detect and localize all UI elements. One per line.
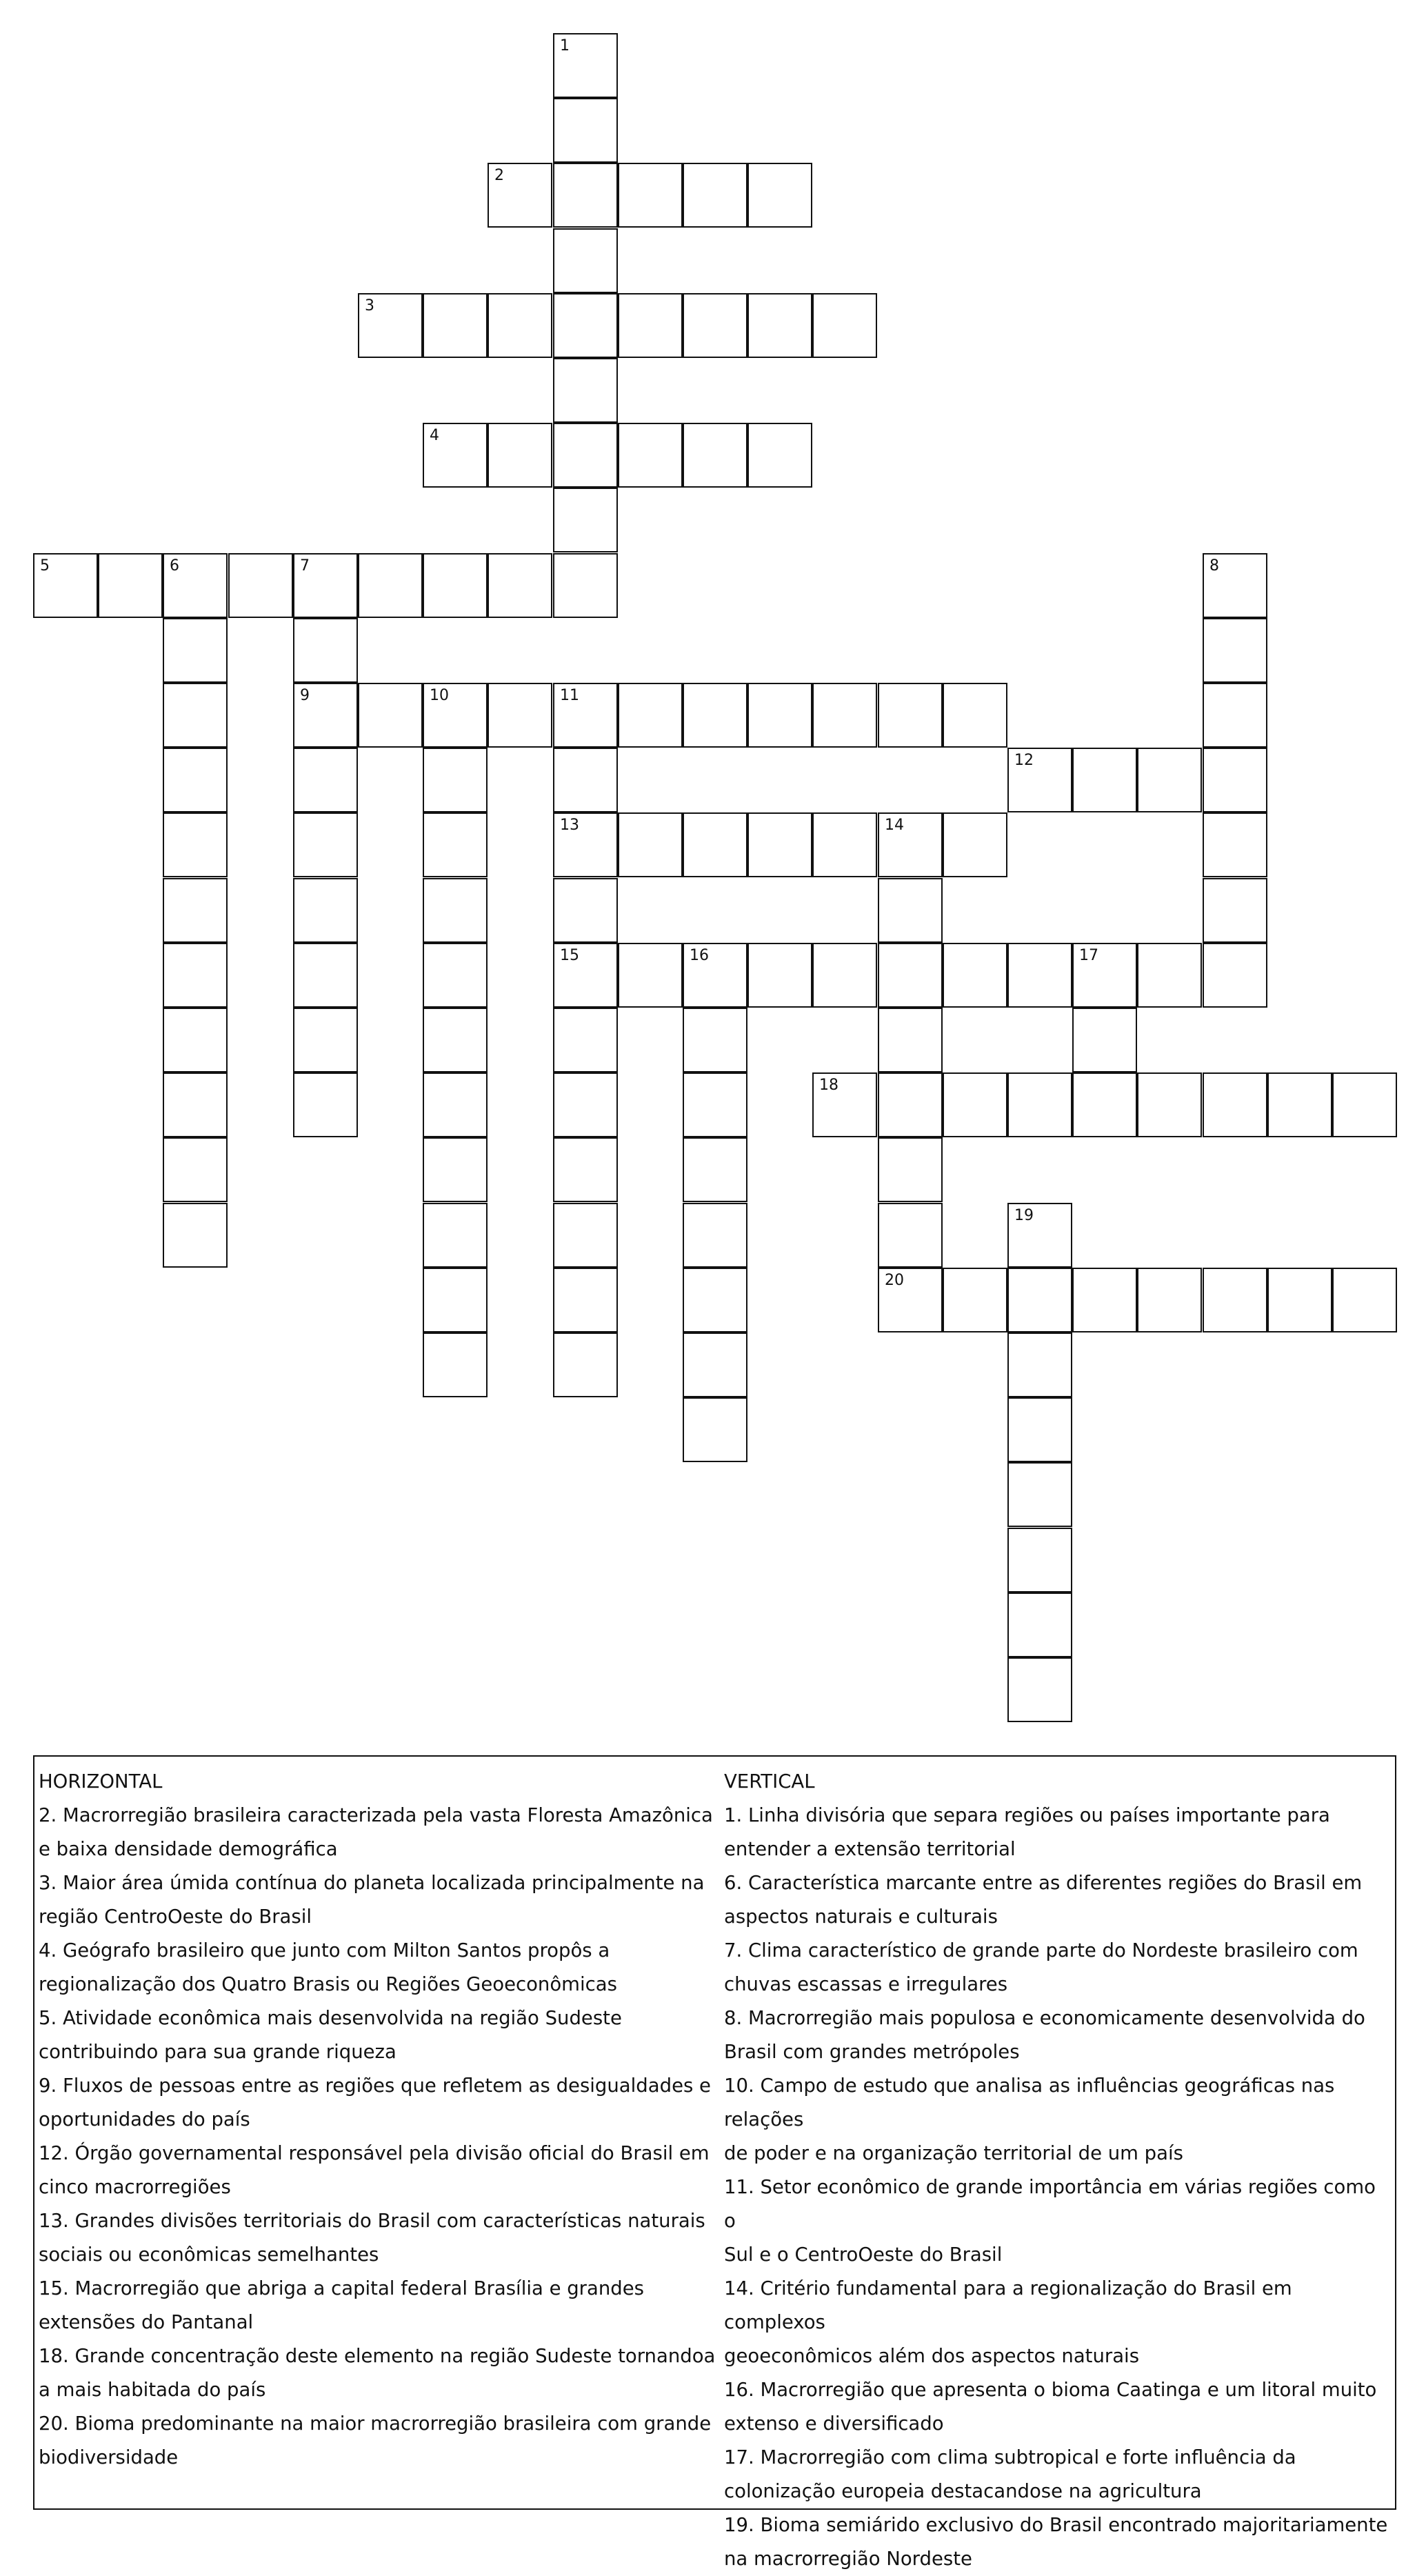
crossword-cell[interactable] xyxy=(1007,1332,1072,1397)
crossword-cell[interactable] xyxy=(683,1137,747,1202)
crossword-cell[interactable] xyxy=(423,293,488,358)
crossword-cell[interactable] xyxy=(747,293,812,358)
crossword-cell[interactable] xyxy=(747,943,812,1008)
crossword-cell[interactable] xyxy=(618,943,683,1008)
clue-number: 15 xyxy=(560,947,579,964)
clue-line: 6. Característica marcante entre as diferentes regiões do Brasil em xyxy=(724,1872,1363,1894)
crossword-cell[interactable] xyxy=(293,812,358,877)
crossword-cell[interactable] xyxy=(683,293,747,358)
crossword-cell[interactable] xyxy=(618,683,683,748)
crossword-cell[interactable] xyxy=(423,1008,488,1072)
clue-line: 12. Órgão governamental responsável pela divisão oficial do Brasil em xyxy=(39,2142,710,2164)
crossword-cell[interactable] xyxy=(163,1008,228,1072)
clue-line: colonização europeia destacandose na agricultura xyxy=(724,2480,1202,2502)
clue-line: extensões do Pantanal xyxy=(39,2311,254,2333)
crossword-cell[interactable] xyxy=(228,553,293,618)
clue-line: aspectos naturais e culturais xyxy=(724,1906,998,1928)
clue-line: chuvas escassas e irregulares xyxy=(724,1973,1008,1995)
clue-number: 18 xyxy=(819,1077,838,1094)
clue-line: de poder e na organização territorial de um país xyxy=(724,2142,1183,2164)
clue-line: sociais ou econômicas semelhantes xyxy=(39,2244,379,2266)
clue-line: 10. Campo de estudo que analisa as influências geográficas nas relações xyxy=(724,2075,1335,2130)
clue-number: 8 xyxy=(1209,557,1219,575)
crossword-cell[interactable] xyxy=(943,943,1007,1008)
crossword-cell[interactable] xyxy=(1137,1072,1202,1137)
crossword-cell[interactable] xyxy=(293,683,358,748)
crossword-cell[interactable] xyxy=(747,812,812,877)
clue-line: região CentroOeste do Brasil xyxy=(39,1906,312,1928)
crossword-cell[interactable] xyxy=(553,683,618,748)
crossword-cell[interactable] xyxy=(553,423,618,488)
clue-line: 18. Grande concentração deste elemento na região Sudeste tornandoa xyxy=(39,2345,716,2367)
clue-number: 20 xyxy=(885,1272,904,1289)
crossword-cell[interactable] xyxy=(488,553,552,618)
clue-line: 16. Macrorregião que apresenta o bioma Caatinga e um litoral muito xyxy=(724,2379,1377,2401)
crossword-cell[interactable] xyxy=(553,488,618,552)
crossword-cell[interactable] xyxy=(293,1072,358,1137)
clue-line: 4. Geógrafo brasileiro que junto com Milton Santos propôs a xyxy=(39,1939,610,1961)
clue-line: 2. Macrorregião brasileira caracterizada pela vasta Floresta Amazônica xyxy=(39,1804,713,1826)
crossword-cell[interactable] xyxy=(1072,748,1137,812)
crossword-cell[interactable] xyxy=(1007,1072,1072,1137)
crossword-cell[interactable] xyxy=(618,812,683,877)
crossword-cell[interactable] xyxy=(878,812,943,877)
crossword-cell[interactable] xyxy=(553,878,618,943)
crossword-cell[interactable] xyxy=(163,683,228,748)
crossword-cell[interactable] xyxy=(293,618,358,683)
crossword-cell[interactable] xyxy=(33,553,98,618)
crossword-cell[interactable] xyxy=(553,1332,618,1397)
crossword-cell[interactable] xyxy=(423,1332,488,1397)
crossword-cell[interactable] xyxy=(423,1203,488,1268)
clue-number: 14 xyxy=(885,817,904,834)
clue-number: 10 xyxy=(430,687,449,704)
crossword-cell[interactable] xyxy=(1203,553,1267,618)
clue-number: 1 xyxy=(560,37,570,54)
crossword-cell[interactable] xyxy=(488,293,552,358)
crossword-cell[interactable] xyxy=(683,683,747,748)
clue-line: 3. Maior área úmida contínua do planeta localizada principalmente na xyxy=(39,1872,705,1894)
crossword-cell[interactable] xyxy=(878,1203,943,1268)
clue-line: 7. Clima característico de grande parte do Nordeste brasileiro com xyxy=(724,1939,1358,1961)
clue-line: e baixa densidade demográfica xyxy=(39,1838,338,1860)
clue-line: 20. Bioma predominante na maior macrorregião brasileira com grande xyxy=(39,2413,712,2435)
crossword-cell[interactable] xyxy=(553,358,618,423)
crossword-cell[interactable] xyxy=(423,943,488,1008)
clue-line: biodiversidade xyxy=(39,2446,179,2468)
crossword-cell[interactable] xyxy=(812,683,877,748)
clue-number: 6 xyxy=(170,557,179,575)
vertical-clues xyxy=(724,1765,1393,2576)
clue-line: cinco macrorregiões xyxy=(39,2176,231,2198)
crossword-cell[interactable] xyxy=(163,812,228,877)
crossword-cell[interactable] xyxy=(553,1008,618,1072)
clue-line: 17. Macrorregião com clima subtropical e forte influência da xyxy=(724,2446,1296,2468)
crossword-cell[interactable] xyxy=(747,163,812,228)
clue-line: 14. Critério fundamental para a regionalização do Brasil em complexos xyxy=(724,2277,1292,2333)
crossword-cell[interactable] xyxy=(812,1072,877,1137)
crossword-cell[interactable] xyxy=(163,618,228,683)
crossword-cell[interactable] xyxy=(683,163,747,228)
clue-number: 5 xyxy=(40,557,50,575)
crossword-cell[interactable] xyxy=(1007,1203,1072,1268)
crossword-cell[interactable] xyxy=(1072,1072,1137,1137)
crossword-cell[interactable] xyxy=(1203,618,1267,683)
crossword-cell[interactable] xyxy=(423,1268,488,1332)
clue-number: 19 xyxy=(1014,1207,1034,1224)
clue-number: 12 xyxy=(1014,752,1034,769)
crossword-cell[interactable] xyxy=(293,1008,358,1072)
crossword-cell[interactable] xyxy=(618,293,683,358)
crossword-cell[interactable] xyxy=(163,553,228,618)
crossword-cell[interactable] xyxy=(488,683,552,748)
crossword-cell[interactable] xyxy=(163,1203,228,1268)
clue-line: Sul e o CentroOeste do Brasil xyxy=(724,2244,1003,2266)
crossword-cell[interactable] xyxy=(1267,1072,1332,1137)
clue-number: 13 xyxy=(560,817,579,834)
clue-line: oportunidades do país xyxy=(39,2108,250,2130)
clue-line: na macrorregião Nordeste xyxy=(724,2548,972,2570)
crossword-cell[interactable] xyxy=(423,878,488,943)
clue-line: 8. Macrorregião mais populosa e economicamente desenvolvida do xyxy=(724,2007,1365,2029)
crossword-cell[interactable] xyxy=(683,943,747,1008)
crossword-cell[interactable] xyxy=(553,1137,618,1202)
clue-line: contribuindo para sua grande riqueza xyxy=(39,2041,396,2063)
clue-number: 11 xyxy=(560,687,579,704)
horizontal-title: HORIZONTAL xyxy=(39,1770,163,1793)
crossword-cell[interactable] xyxy=(1203,1268,1267,1332)
crossword-cell[interactable] xyxy=(878,1008,943,1072)
crossword-cell[interactable] xyxy=(163,1137,228,1202)
crossword-cell[interactable] xyxy=(1203,812,1267,877)
clue-number: 17 xyxy=(1079,947,1098,964)
crossword-cell[interactable] xyxy=(163,748,228,812)
crossword-cell[interactable] xyxy=(683,1008,747,1072)
clue-line: 9. Fluxos de pessoas entre as regiões que refletem as desigualdades e xyxy=(39,2075,711,2097)
crossword-cell[interactable] xyxy=(1137,748,1202,812)
crossword-cell[interactable] xyxy=(683,423,747,488)
crossword-cell[interactable] xyxy=(293,553,358,618)
crossword-cell[interactable] xyxy=(943,1268,1007,1332)
crossword-cell[interactable] xyxy=(618,163,683,228)
crossword-cell[interactable] xyxy=(293,748,358,812)
crossword-cell[interactable] xyxy=(553,1268,618,1332)
crossword-cell[interactable] xyxy=(1203,683,1267,748)
clue-line: extenso e diversificado xyxy=(724,2413,944,2435)
crossword-cell[interactable] xyxy=(1072,1008,1137,1072)
crossword-cell[interactable] xyxy=(553,1072,618,1137)
crossword-cell[interactable] xyxy=(1267,1268,1332,1332)
clue-box xyxy=(33,1755,1396,2570)
horizontal-clues xyxy=(39,1765,721,2475)
crossword-cell[interactable] xyxy=(1007,943,1072,1008)
crossword-cell[interactable] xyxy=(1007,1528,1072,1592)
clue-line: 13. Grandes divisões territoriais do Brasil com características naturais xyxy=(39,2210,705,2232)
clue-line: 1. Linha divisória que separa regiões ou países importante para xyxy=(724,1804,1330,1826)
crossword-cell[interactable] xyxy=(943,812,1007,877)
crossword-cell[interactable] xyxy=(1203,748,1267,812)
crossword-cell[interactable] xyxy=(1332,1268,1397,1332)
clue-line: entender a extensão territorial xyxy=(724,1838,1016,1860)
crossword-cell[interactable] xyxy=(163,1072,228,1137)
crossword-cell[interactable] xyxy=(358,293,423,358)
crossword-cell[interactable] xyxy=(683,1332,747,1397)
crossword-cell[interactable] xyxy=(553,553,618,618)
crossword-cell[interactable] xyxy=(1137,1268,1202,1332)
crossword-cell[interactable] xyxy=(683,1203,747,1268)
clue-number: 9 xyxy=(300,687,310,704)
crossword-cell[interactable] xyxy=(293,878,358,943)
crossword-cell[interactable] xyxy=(163,878,228,943)
clue-number: 3 xyxy=(365,297,374,314)
crossword-cell[interactable] xyxy=(553,163,618,228)
crossword-cell[interactable] xyxy=(1332,1072,1397,1137)
crossword-cell[interactable] xyxy=(1072,1268,1137,1332)
clue-line: 5. Atividade econômica mais desenvolvida na região Sudeste xyxy=(39,2007,622,2029)
crossword-cell[interactable] xyxy=(358,683,423,748)
crossword-cell[interactable] xyxy=(878,1137,943,1202)
crossword-cell[interactable] xyxy=(423,748,488,812)
crossword-cell[interactable] xyxy=(747,423,812,488)
crossword-cell[interactable] xyxy=(1007,1592,1072,1657)
crossword-cell[interactable] xyxy=(423,423,488,488)
crossword-cell[interactable] xyxy=(878,943,943,1008)
crossword-cell[interactable] xyxy=(423,1137,488,1202)
crossword-cell[interactable] xyxy=(423,683,488,748)
crossword-cell[interactable] xyxy=(553,748,618,812)
crossword-cell[interactable] xyxy=(683,1397,747,1462)
crossword-cell[interactable] xyxy=(553,98,618,163)
clue-line: 19. Bioma semiárido exclusivo do Brasil encontrado majoritariamente xyxy=(724,2514,1388,2536)
clue-line: Brasil com grandes metrópoles xyxy=(724,2041,1020,2063)
crossword-cell[interactable] xyxy=(618,423,683,488)
crossword-cell[interactable] xyxy=(878,1268,943,1332)
crossword-cell[interactable] xyxy=(812,943,877,1008)
crossword-cell[interactable] xyxy=(683,812,747,877)
vertical-title: VERTICAL xyxy=(724,1770,815,1793)
crossword-cell[interactable] xyxy=(683,1072,747,1137)
crossword-cell[interactable] xyxy=(1203,1072,1267,1137)
crossword-cell[interactable] xyxy=(1007,1657,1072,1722)
crossword-cell[interactable] xyxy=(293,943,358,1008)
clue-number: 16 xyxy=(690,947,709,964)
crossword-cell[interactable] xyxy=(553,228,618,293)
crossword-cell[interactable] xyxy=(423,812,488,877)
crossword-cell[interactable] xyxy=(423,1072,488,1137)
crossword-cell[interactable] xyxy=(553,1203,618,1268)
clue-number: 2 xyxy=(494,167,504,184)
crossword-cell[interactable] xyxy=(553,293,618,358)
crossword-cell[interactable] xyxy=(943,1072,1007,1137)
crossword-cell[interactable] xyxy=(878,683,943,748)
crossword-cell[interactable] xyxy=(812,293,877,358)
crossword-cell[interactable] xyxy=(553,943,618,1008)
crossword-cell[interactable] xyxy=(553,33,618,98)
crossword-cell[interactable] xyxy=(1072,943,1137,1008)
clue-line: regionalização dos Quatro Brasis ou Regiões Geoeconômicas xyxy=(39,1973,617,1995)
crossword-cell[interactable] xyxy=(163,943,228,1008)
crossword-cell[interactable] xyxy=(943,683,1007,748)
crossword-cell[interactable] xyxy=(878,1072,943,1137)
clue-number: 4 xyxy=(430,427,439,444)
crossword-cell[interactable] xyxy=(683,1268,747,1332)
crossword-cell[interactable] xyxy=(1203,878,1267,943)
clue-line: 15. Macrorregião que abriga a capital federal Brasília e grandes xyxy=(39,2277,644,2299)
clue-number: 7 xyxy=(300,557,310,575)
crossword-cell[interactable] xyxy=(878,878,943,943)
crossword-cell[interactable] xyxy=(98,553,163,618)
crossword-cell[interactable] xyxy=(1007,1268,1072,1332)
crossword-cell[interactable] xyxy=(1137,943,1202,1008)
clue-line: a mais habitada do país xyxy=(39,2379,266,2401)
crossword-cell[interactable] xyxy=(1007,1462,1072,1527)
crossword-cell[interactable] xyxy=(488,163,552,228)
crossword-cell[interactable] xyxy=(358,553,423,618)
crossword-cell[interactable] xyxy=(747,683,812,748)
crossword-cell[interactable] xyxy=(488,423,552,488)
clue-line: geoeconômicos além dos aspectos naturais xyxy=(724,2345,1140,2367)
clue-line: 11. Setor econômico de grande importância em várias regiões como o xyxy=(724,2176,1376,2232)
crossword-cell[interactable] xyxy=(1007,1397,1072,1462)
crossword-cell[interactable] xyxy=(812,812,877,877)
crossword-cell[interactable] xyxy=(553,812,618,877)
crossword-cell[interactable] xyxy=(1203,943,1267,1008)
crossword-cell[interactable] xyxy=(1007,748,1072,812)
crossword-cell[interactable] xyxy=(423,553,488,618)
